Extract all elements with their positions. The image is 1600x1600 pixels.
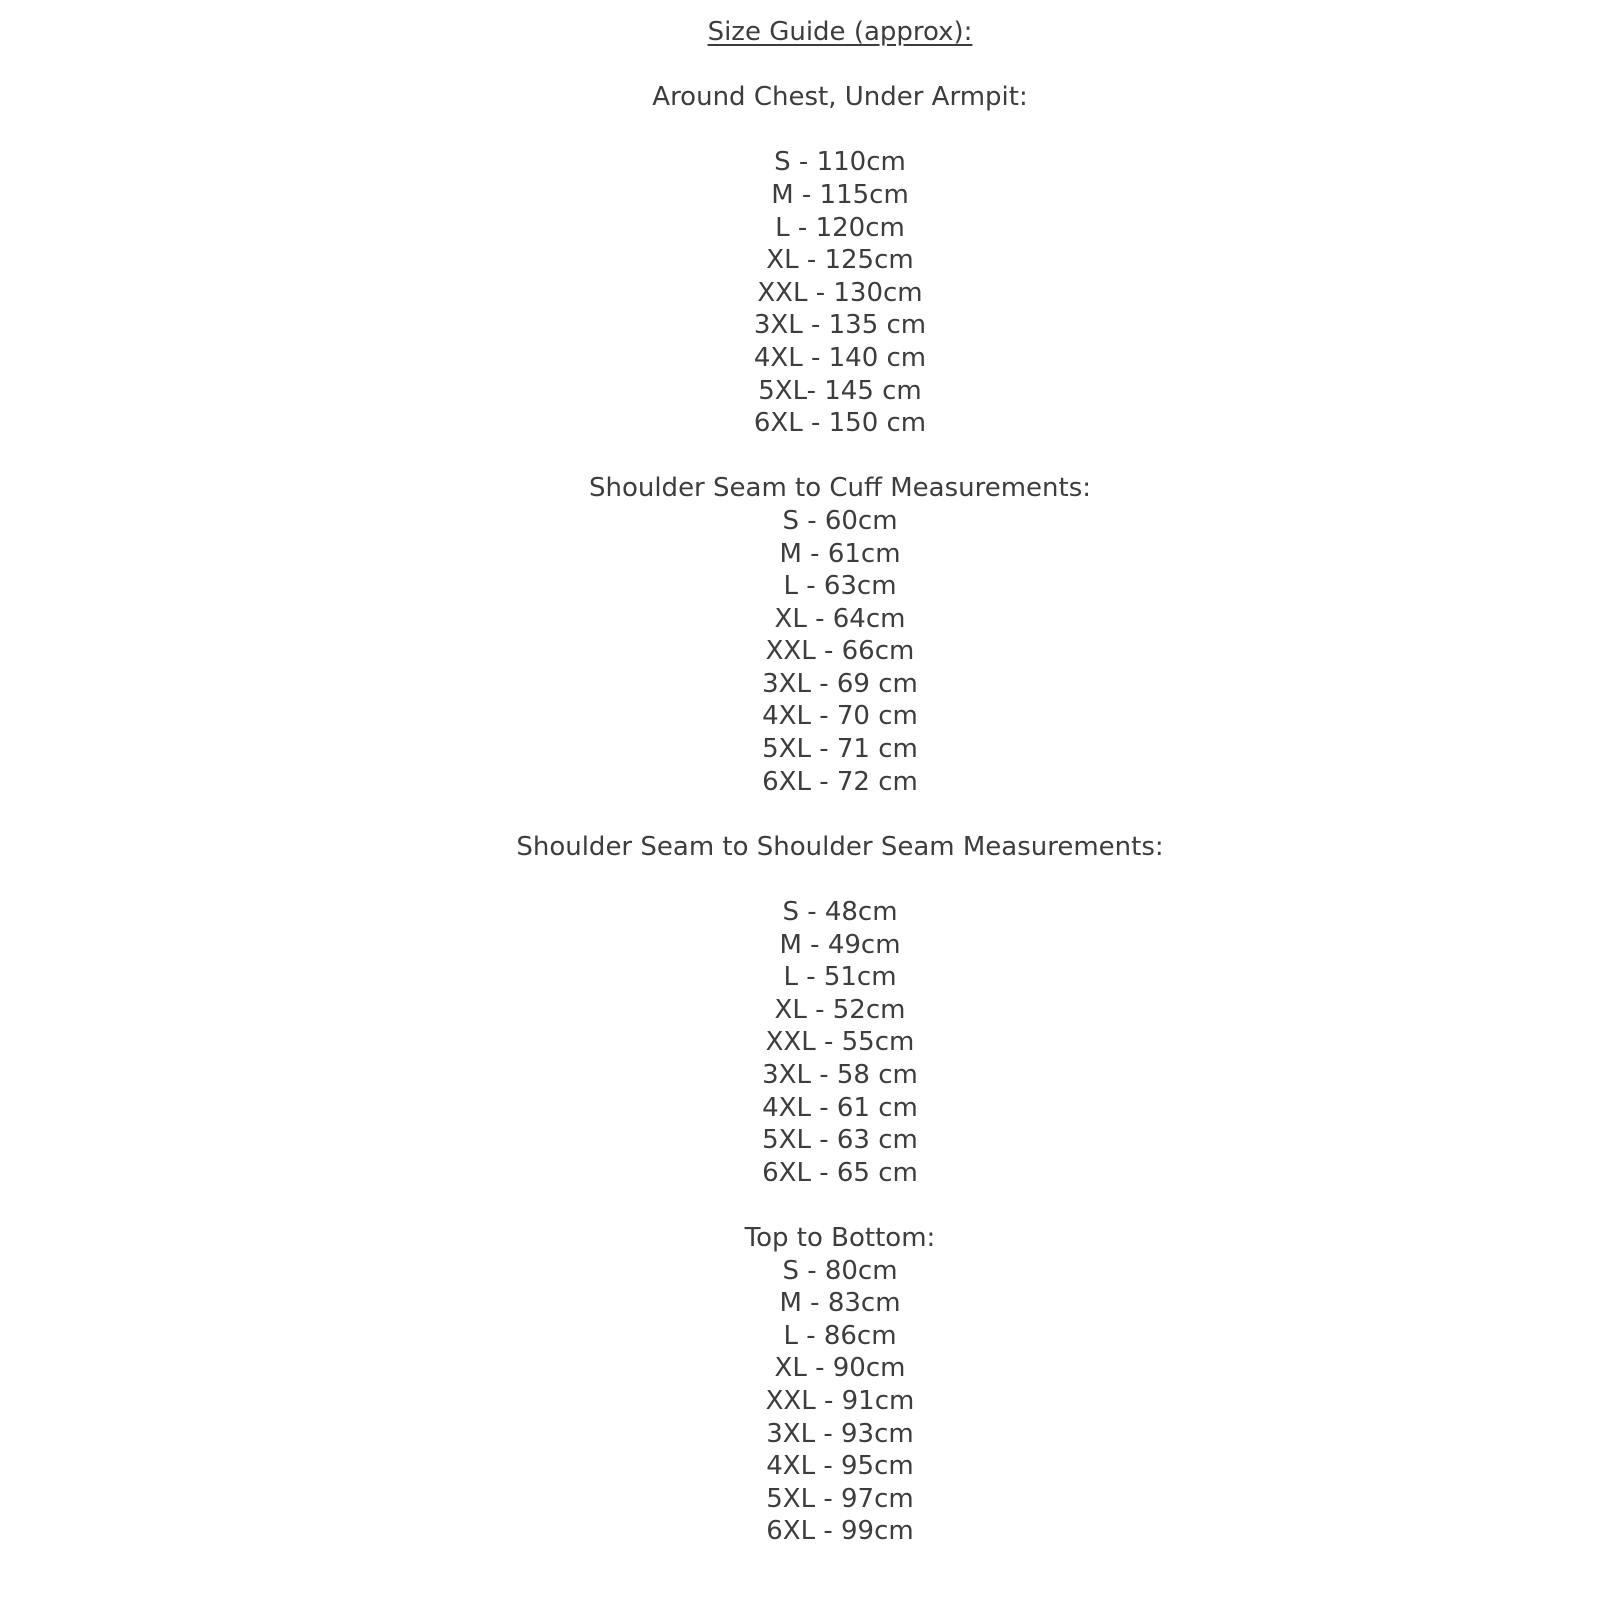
size-row: XXL - 55cm [765,1027,915,1058]
size-row: 6XL - 65 cm [762,1157,918,1188]
size-row: 6XL - 99cm [766,1516,914,1547]
section-heading: Top to Bottom: [744,1222,936,1253]
size-row: 3XL - 58 cm [762,1060,918,1090]
page-title: Size Guide (approx): [707,17,973,47]
section-heading: Shoulder Seam to Shoulder Seam Measurements: [516,831,1164,862]
size-row: 5XL - 71 cm [762,734,918,765]
blank-line [80,114,1600,147]
size-row: XL - 52cm [774,994,906,1025]
size-row: XL - 64cm [774,603,906,634]
size-row: XXL - 66cm [765,636,915,667]
size-row: L - 51cm [783,962,897,993]
blank-line [80,863,1600,896]
size-row: S - 48cm [782,897,898,928]
size-row: S - 80cm [782,1255,898,1286]
sections-container [80,81,1600,1548]
size-row: L - 120cm [775,212,905,243]
size-row: XXL - 130cm [757,277,923,308]
size-row: XL - 90cm [774,1353,906,1384]
size-row: L - 63cm [783,571,897,602]
size-row: 3XL - 135 cm [753,310,927,341]
section-heading: Shoulder Seam to Cuff Measurements: [588,473,1092,504]
size-row: 5XL - 97cm [766,1483,914,1514]
size-row: M - 49cm [779,929,901,960]
section-heading: Around Chest, Under Armpit: [652,82,1028,113]
size-row: S - 110cm [774,147,906,178]
size-row: 4XL - 140 cm [753,342,927,373]
size-row: 4XL - 61 cm [762,1092,918,1123]
size-row: 5XL - 63 cm [762,1125,918,1156]
size-row: M - 61cm [779,538,901,569]
size-row: XXL - 91cm [765,1385,915,1416]
size-row: M - 115cm [771,179,909,210]
size-row: 5XL- 145 cm [758,375,922,406]
size-row: S - 60cm [782,505,898,536]
size-row: L - 86cm [783,1320,897,1351]
size-row: 3XL - 69 cm [762,668,918,699]
blank-line [80,49,1600,82]
blank-line [80,440,1600,473]
size-row: XL - 125cm [766,245,914,276]
size-row: 4XL - 95cm [766,1451,914,1482]
size-row: M - 83cm [779,1288,901,1319]
size-row: 4XL - 70 cm [762,701,918,732]
size-row: 3XL - 93cm [766,1418,914,1449]
size-row: 6XL - 150 cm [753,408,927,439]
size-row: 6XL - 72 cm [762,766,918,797]
blank-line [80,798,1600,831]
blank-line [80,1189,1600,1222]
